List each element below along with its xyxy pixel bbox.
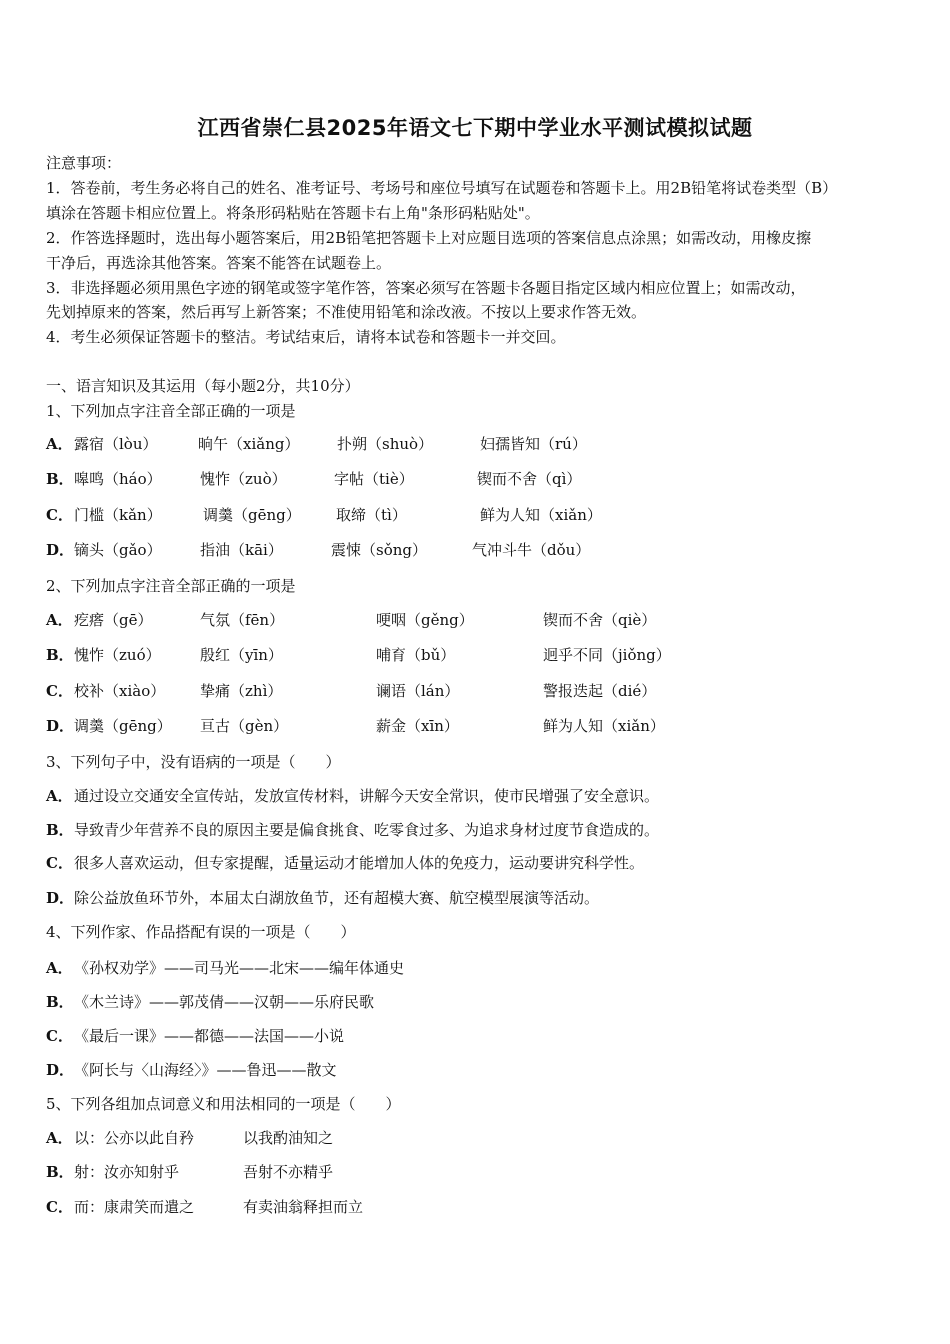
option-item: 愧怍（zuó） xyxy=(74,646,161,664)
option-label: A． xyxy=(46,1129,73,1147)
option-label: B． xyxy=(46,1163,74,1181)
option-item: 门槛（kǎn） xyxy=(74,506,162,524)
option-right: 吾射不亦精乎 xyxy=(243,1163,334,1181)
option-item: 挚痛（zhì） xyxy=(200,682,283,700)
option-item: 调羹（gēng） xyxy=(74,717,172,735)
option-left: 以：公亦以此自矜 xyxy=(74,1129,195,1147)
option-text: 很多人喜欢运动，但专家提醒，适量运动才能增加人体的免疫力，运动要讲究科学性。 xyxy=(74,854,645,872)
option-item: 鲜为人知（xiǎn） xyxy=(480,506,602,524)
option-item: 气冲斗牛（dǒu） xyxy=(472,541,591,559)
option-item: 露宿（lòu） xyxy=(74,435,158,453)
option-item: 哺育（bǔ） xyxy=(376,646,456,664)
option-item: 薪金（xīn） xyxy=(376,717,459,735)
option-item: 疙瘩（gē） xyxy=(74,611,153,629)
option-item: 镝头（gǎo） xyxy=(74,541,162,559)
option-item: 锲而不舍（qì） xyxy=(477,470,582,488)
option-item: 气氛（fēn） xyxy=(200,611,285,629)
option-item: 指油（kāi） xyxy=(200,541,283,559)
question-stem: 2、下列加点字注音全部正确的一项是 xyxy=(46,577,296,595)
option-item: 愧怍（zuò） xyxy=(200,470,287,488)
notice-line: 4．考生必须保证答题卡的整洁。考试结束后，请将本试卷和答题卡一并交回。 xyxy=(46,328,566,346)
option-item: 殷红（yīn） xyxy=(200,646,283,664)
option-item: 警报迭起（dié） xyxy=(543,682,657,700)
option-item: 晌午（xiǎng） xyxy=(198,435,300,453)
option-item: 锲而不舍（qiè） xyxy=(543,611,657,629)
option-label: D． xyxy=(46,717,75,735)
option-text: 《孙权劝学》——司马光——北宋——编年体通史 xyxy=(74,959,405,977)
notice-line: 先划掉原来的答案，然后再写上新答案；不准使用铅笔和涂改液。不按以上要求作答无效。 xyxy=(46,303,647,321)
option-item: 调羹（gēng） xyxy=(203,506,301,524)
option-text: 除公益放鱼环节外，本届太白湖放鱼节，还有超模大赛、航空模型展演等活动。 xyxy=(74,889,600,907)
option-text: 《阿长与〈山海经〉》——鲁迅——散文 xyxy=(74,1061,337,1079)
option-label: C． xyxy=(46,506,73,524)
option-label: B． xyxy=(46,470,74,488)
option-label: B． xyxy=(46,646,74,664)
option-text: 通过设立交通安全宣传站，发放宣传材料，讲解今天安全常识，使市民增强了安全意识。 xyxy=(74,787,660,805)
option-left: 射：汝亦知射乎 xyxy=(74,1163,180,1181)
question-stem: 4、下列作家、作品搭配有误的一项是（ ） xyxy=(46,923,356,941)
option-label: A． xyxy=(46,959,73,977)
option-label: B． xyxy=(46,821,74,839)
question-stem: 3、下列句子中，没有语病的一项是（ ） xyxy=(46,753,341,771)
option-item: 迥乎不同（jiǒng） xyxy=(543,646,671,664)
option-item: 鲜为人知（xiǎn） xyxy=(543,717,665,735)
notice-line: 2．作答选择题时，选出每小题答案后，用2B铅笔把答题卡上对应题目选项的答案信息点涂黑；如需改动，用橡皮擦 xyxy=(46,229,812,247)
option-text: 《木兰诗》——郭茂倩——汉朝——乐府民歌 xyxy=(74,993,375,1011)
notice-line: 3．非选择题必须用黑色字迹的钢笔或签字笔作答，答案必须写在答题卡各题目指定区域内相应位置上；如需改动， xyxy=(46,279,806,297)
question-stem: 1、下列加点字注音全部正确的一项是 xyxy=(46,402,296,420)
option-right: 以我酌油知之 xyxy=(243,1129,334,1147)
question-stem: 5、下列各组加点词意义和用法相同的一项是（ ） xyxy=(46,1095,401,1113)
option-label: C． xyxy=(46,1198,73,1216)
option-item: 取缔（tì） xyxy=(336,506,407,524)
option-item: 妇孺皆知（rú） xyxy=(480,435,587,453)
notice-line: 填涂在答题卡相应位置上。将条形码粘贴在答题卡右上角"条形码粘贴处"。 xyxy=(46,204,540,222)
option-label: A． xyxy=(46,611,73,629)
option-item: 亘古（gèn） xyxy=(200,717,289,735)
option-item: 扑朔（shuò） xyxy=(337,435,434,453)
notice-heading: 注意事项： xyxy=(46,154,122,172)
page-title: 江西省崇仁县2025年语文七下期中学业水平测试模拟试题 xyxy=(197,116,753,140)
option-item: 嗥鸣（háo） xyxy=(74,470,162,488)
option-right: 有卖油翁释担而立 xyxy=(243,1198,364,1216)
option-label: B． xyxy=(46,993,74,1011)
option-label: A． xyxy=(46,787,73,805)
option-label: C． xyxy=(46,682,73,700)
notice-line: 1．答卷前，考生务必将自己的姓名、准考证号、考场号和座位号填写在试题卷和答题卡上。用2B铅笔将试卷类型（B） xyxy=(46,179,838,197)
option-label: C． xyxy=(46,1027,73,1045)
option-item: 震悚（sǒng） xyxy=(331,541,427,559)
option-label: D． xyxy=(46,1061,75,1079)
option-item: 谰语（lán） xyxy=(376,682,460,700)
option-text: 《最后一课》——都德——法国——小说 xyxy=(74,1027,345,1045)
option-label: A． xyxy=(46,435,73,453)
option-label: D． xyxy=(46,889,75,907)
option-text: 导致青少年营养不良的原因主要是偏食挑食、吃零食过多、为追求身材过度节食造成的。 xyxy=(74,821,660,839)
option-left: 而：康肃笑而遣之 xyxy=(74,1198,195,1216)
option-item: 字帖（tiè） xyxy=(334,470,414,488)
option-label: C． xyxy=(46,854,73,872)
option-item: 校补（xiào） xyxy=(74,682,166,700)
option-item: 哽咽（gěng） xyxy=(376,611,474,629)
notice-line: 干净后，再选涂其他答案。答案不能答在试题卷上。 xyxy=(46,254,392,272)
option-label: D． xyxy=(46,541,75,559)
section-heading: 一、语言知识及其运用（每小题2分，共10分） xyxy=(46,377,360,395)
